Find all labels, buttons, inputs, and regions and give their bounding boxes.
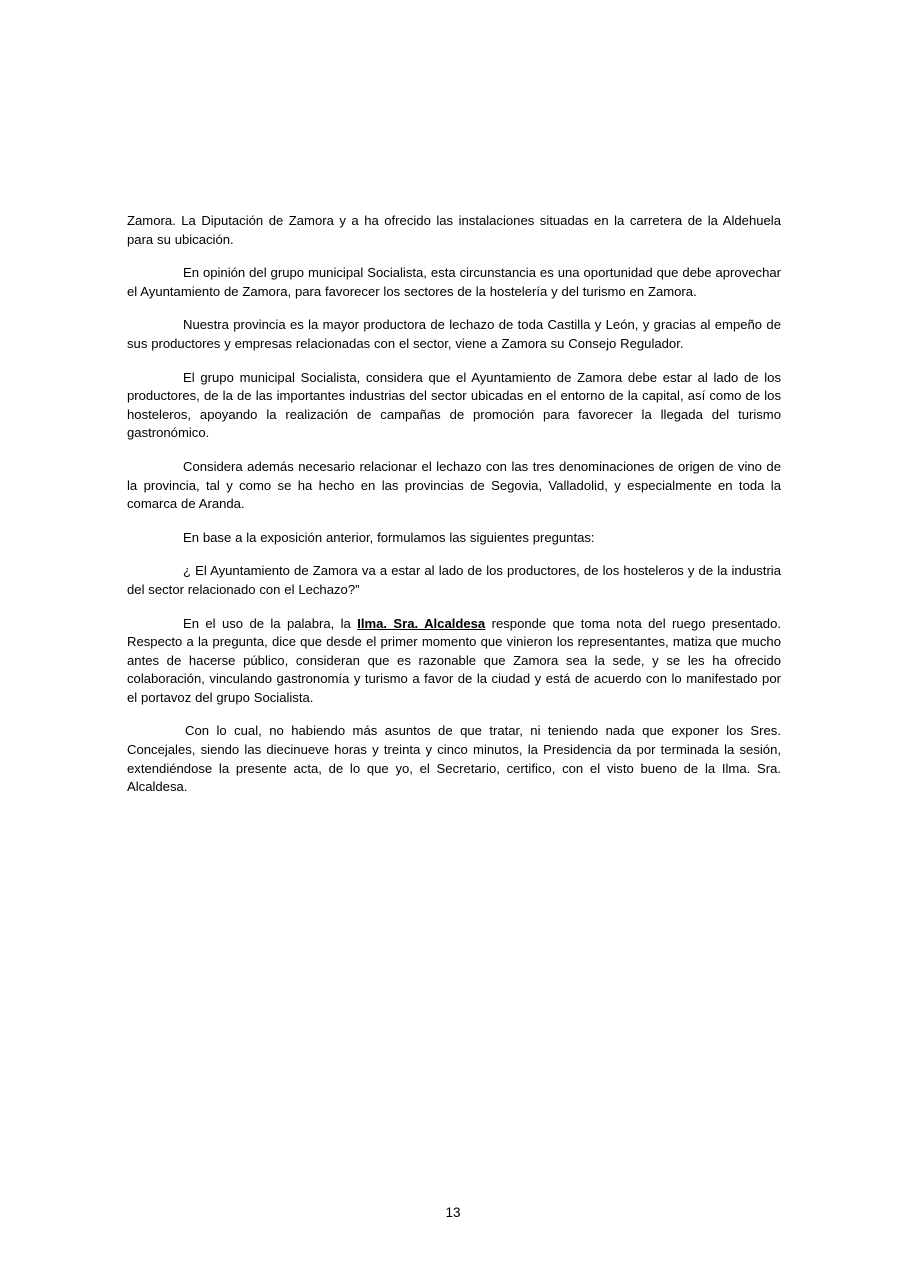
- paragraph-1: Zamora. La Diputación de Zamora y a ha ofrecido las instalaciones situadas en la carretera de la Aldehuela para su ubicación.: [127, 213, 781, 247]
- paragraph-8-text-after: responde que toma nota del ruego presentado. Respecto a la pregunta, dice que desde el primer momento que vinieron los representantes, matiza que mucho antes de hacerse público, consideran que es razonable que Zamora sea la sede, y se les ha ofrecido colaboración, vinculando gastronomía y turismo a favor de la ciudad y está de acuerdo con lo manifestado por el portavoz del grupo Socialista.: [127, 615, 782, 705]
- mayor-title-emphasis: Ilma. Sra. Alcaldesa: [357, 615, 486, 631]
- paragraph-8-text-before: En el uso de la palabra, la: [183, 615, 358, 631]
- document-body: [127, 212, 781, 797]
- paragraph-7: ¿ El Ayuntamiento de Zamora va a estar al lado de los productores, de los hosteleros y de la industria del sector relacionado con el Lechazo?”: [127, 563, 781, 597]
- paragraph-4: El grupo municipal Socialista, considera que el Ayuntamiento de Zamora debe estar al lado de los productores, de la de las importantes industrias del sector ubicadas en el entorno de la capital, así como de los hosteleros, apoyando la realización de campañas de promoción para favorecer la llegada del turismo gastronómico.: [127, 369, 781, 441]
- paragraph-2: En opinión del grupo municipal Socialista, esta circunstancia es una oportunidad que debe aprovechar el Ayuntamiento de Zamora, para favorecer los sectores de la hostelería y del turismo en Zamora.: [127, 265, 781, 299]
- paragraph-6: En base a la exposición anterior, formulamos las siguientes preguntas:: [183, 529, 595, 545]
- paragraph-8: [127, 615, 781, 708]
- page-number: 13: [445, 1205, 461, 1220]
- paragraph-5: Considera además necesario relacionar el lechazo con las tres denominaciones de origen de vino de la provincia, tal y como se ha hecho en las provincias de Segovia, Valladolid, y especialmente en toda la comarca de Aranda.: [127, 458, 781, 512]
- paragraph-3: Nuestra provincia es la mayor productora de lechazo de toda Castilla y León, y gracias al empeño de sus productores y empresas relacionadas con el sector, viene a Zamora su Consejo Regulador.: [127, 317, 781, 351]
- paragraph-9: Con lo cual, no habiendo más asuntos de que tratar, ni teniendo nada que exponer los Sres. Concejales, siendo las diecinueve horas y treinta y cinco minutos, la Presidencia da por terminada la sesión, extendiéndose la presente acta, de lo que yo, el Secretario, certifico, con el visto bueno de la Ilma. Sra. Alcaldesa.: [127, 723, 781, 795]
